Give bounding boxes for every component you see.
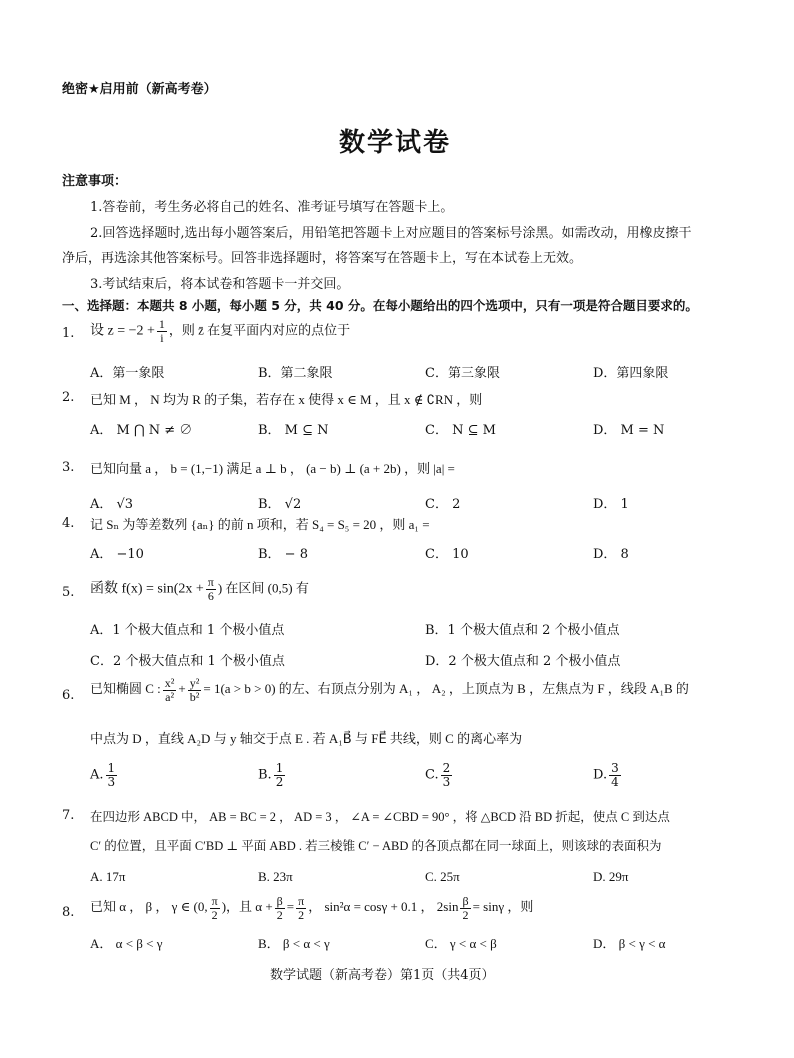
q1-option-d: D．第四象限 [593,366,669,381]
question-1-stem: 设 z = −2 + $\frac{1}{i}$ ，则 z̄ 在复平面内对应的点位于 [90,317,351,345]
q8-option-b: B． β < α < γ [258,936,330,951]
q5-option-d: D．2 个极大值点和 2 个极小值点 [425,654,621,669]
q3-option-b: B． √2 [258,497,302,512]
q5-option-b: B．1 个极大值点和 2 个极小值点 [425,623,620,638]
q6-option-b: B. $\frac{1}{2}$ [258,761,284,789]
notice-item-1: 1.答卷前，考生务必将自己的姓名、准考证号填写在答题卡上。 [90,200,454,215]
notice-item-2: 2.回答选择题时,选出每小题答案后，用铅笔把答题卡上对应题目的答案标号涂黑。如需改动，用橡皮擦干 [90,226,692,241]
q2-option-b: B． M ⊆ N [258,423,329,438]
page-title: 数学试卷 [339,128,452,158]
q4-option-a: A． −10 [90,547,144,562]
q1-option-b: B．第二象限 [258,366,333,381]
question-2-number: 2. [62,390,75,405]
section-heading: 一、选择题：本题共 8 小题，每小题 5 分，共 40 分。在每小题给出的四个选项中，只有一项是符合题目要求的。 [62,298,698,313]
question-4-stem: 记 Sₙ 为等差数列 {aₙ} 的前 n 项和，若 S₄ = S₅ = 20 ，则 a₁ = [90,517,430,532]
notice-item-3: 3.考试结束后，将本试卷和答题卡一并交回。 [90,277,350,292]
question-6-stem-line1: 已知椭圆 C : $\frac{\text{x²}}{\text{a²}}$ + $\frac{\text{y²}}{\text{b²}}$ = 1(a > b > 0) 的左、右顶点分别为 A₁ ， A₂ ，上顶点为 B ，左焦点为 F ，线段 A₁B 的 [90,676,689,704]
q3-option-c: C． 2 [425,497,461,512]
question-5-stem: 函数 f(x) = sin(2x + $\frac{\pi}{6}$ ) 在区间 (0,5) 有 [90,575,309,603]
question-6-stem-line2: 中点为 D ，直线 A₂D 与 y 轴交于点 E . 若 A₁B⃗ 与 FE⃗ 共线，则 C 的离心率为 [90,731,523,746]
question-7-number: 7. [62,808,75,823]
q5-option-a: A．1 个极大值点和 1 个极小值点 [90,623,285,638]
q2-option-a: A． M ⋂ N ≠ ∅ [90,423,193,438]
question-7-stem-line1: 在四边形 ABCD 中， AB = BC = 2 ， AD = 3 ， ∠A = ∠CBD = 90° ，将 △BCD 沿 BD 折起，使点 C 到达点 [90,810,670,824]
question-7-stem-line2: C′ 的位置，且平面 C′BD ⊥ 平面 ABD . 若三棱锥 C′ − ABD 的各顶点都在同一球面上，则该球的表面积为 [90,839,662,853]
question-6-number: 6. [62,688,75,703]
q4-option-d: D． 8 [593,547,629,562]
q3-option-a: A． √3 [90,497,134,512]
q7-option-b: B. 23π [258,869,293,884]
notice-heading: 注意事项： [62,174,128,189]
question-5-number: 5. [62,585,75,600]
q4-option-c: C． 10 [425,547,469,562]
q6-option-a: A. $\frac{1}{3}$ [90,761,116,789]
q8-option-d: D． β < γ < α [593,936,666,951]
q4-option-b: B． − 8 [258,547,308,562]
q8-option-a: A． α < β < γ [90,936,163,951]
q5-option-c: C．2 个极大值点和 1 个极小值点 [90,654,285,669]
question-2-stem: 已知 M ， N 均为 R 的子集，若存在 x 使得 x ∈ M ，且 x ∉ ∁RN ，则 [90,392,483,407]
q7-option-c: C. 25π [425,869,460,884]
q1-option-a: A．第一象限 [90,366,165,381]
q3-option-d: D． 1 [593,497,629,512]
q7-option-d: D. 29π [593,869,629,884]
q2-option-d: D． M = N [593,423,665,438]
q6-option-d: D. $\frac{3}{4}$ [593,761,619,789]
notice-item-2-cont: 净后，再选涂其他答案标号。回答非选择题时，将答案写在答题卡上，写在本试卷上无效。 [62,251,583,266]
q2-option-c: C． N ⊆ M [425,423,496,438]
question-3-number: 3. [62,460,75,475]
question-8-number: 8. [62,905,75,920]
question-8-stem: 已知 α ， β ， γ ∈ (0, $\frac{\pi}{2}$ )，且 α + $\frac{\beta}{2}$ = $\frac{\pi}{2}$ ， sin²α = cosγ + 0.1 ， 2sin $\frac{\beta}{2}$ = sinγ ，则 [90,894,534,922]
question-4-number: 4. [62,516,75,531]
confidential-header: 绝密★启用前（新高考卷） [62,82,217,97]
q1-option-c: C．第三象限 [425,366,500,381]
q7-option-a: A. 17π [90,869,126,884]
page-footer: 数学试题（新高考卷）第1页（共4页） [270,968,495,983]
q6-option-c: C. $\frac{2}{3}$ [425,761,451,789]
q8-option-c: C． γ < α < β [425,936,497,951]
question-1-number: 1. [62,326,75,341]
question-3-stem: 已知向量 a ， b = (1,−1) 满足 a ⊥ b ， (a − b) ⊥ (a + 2b) ，则 |a| = [90,461,455,476]
